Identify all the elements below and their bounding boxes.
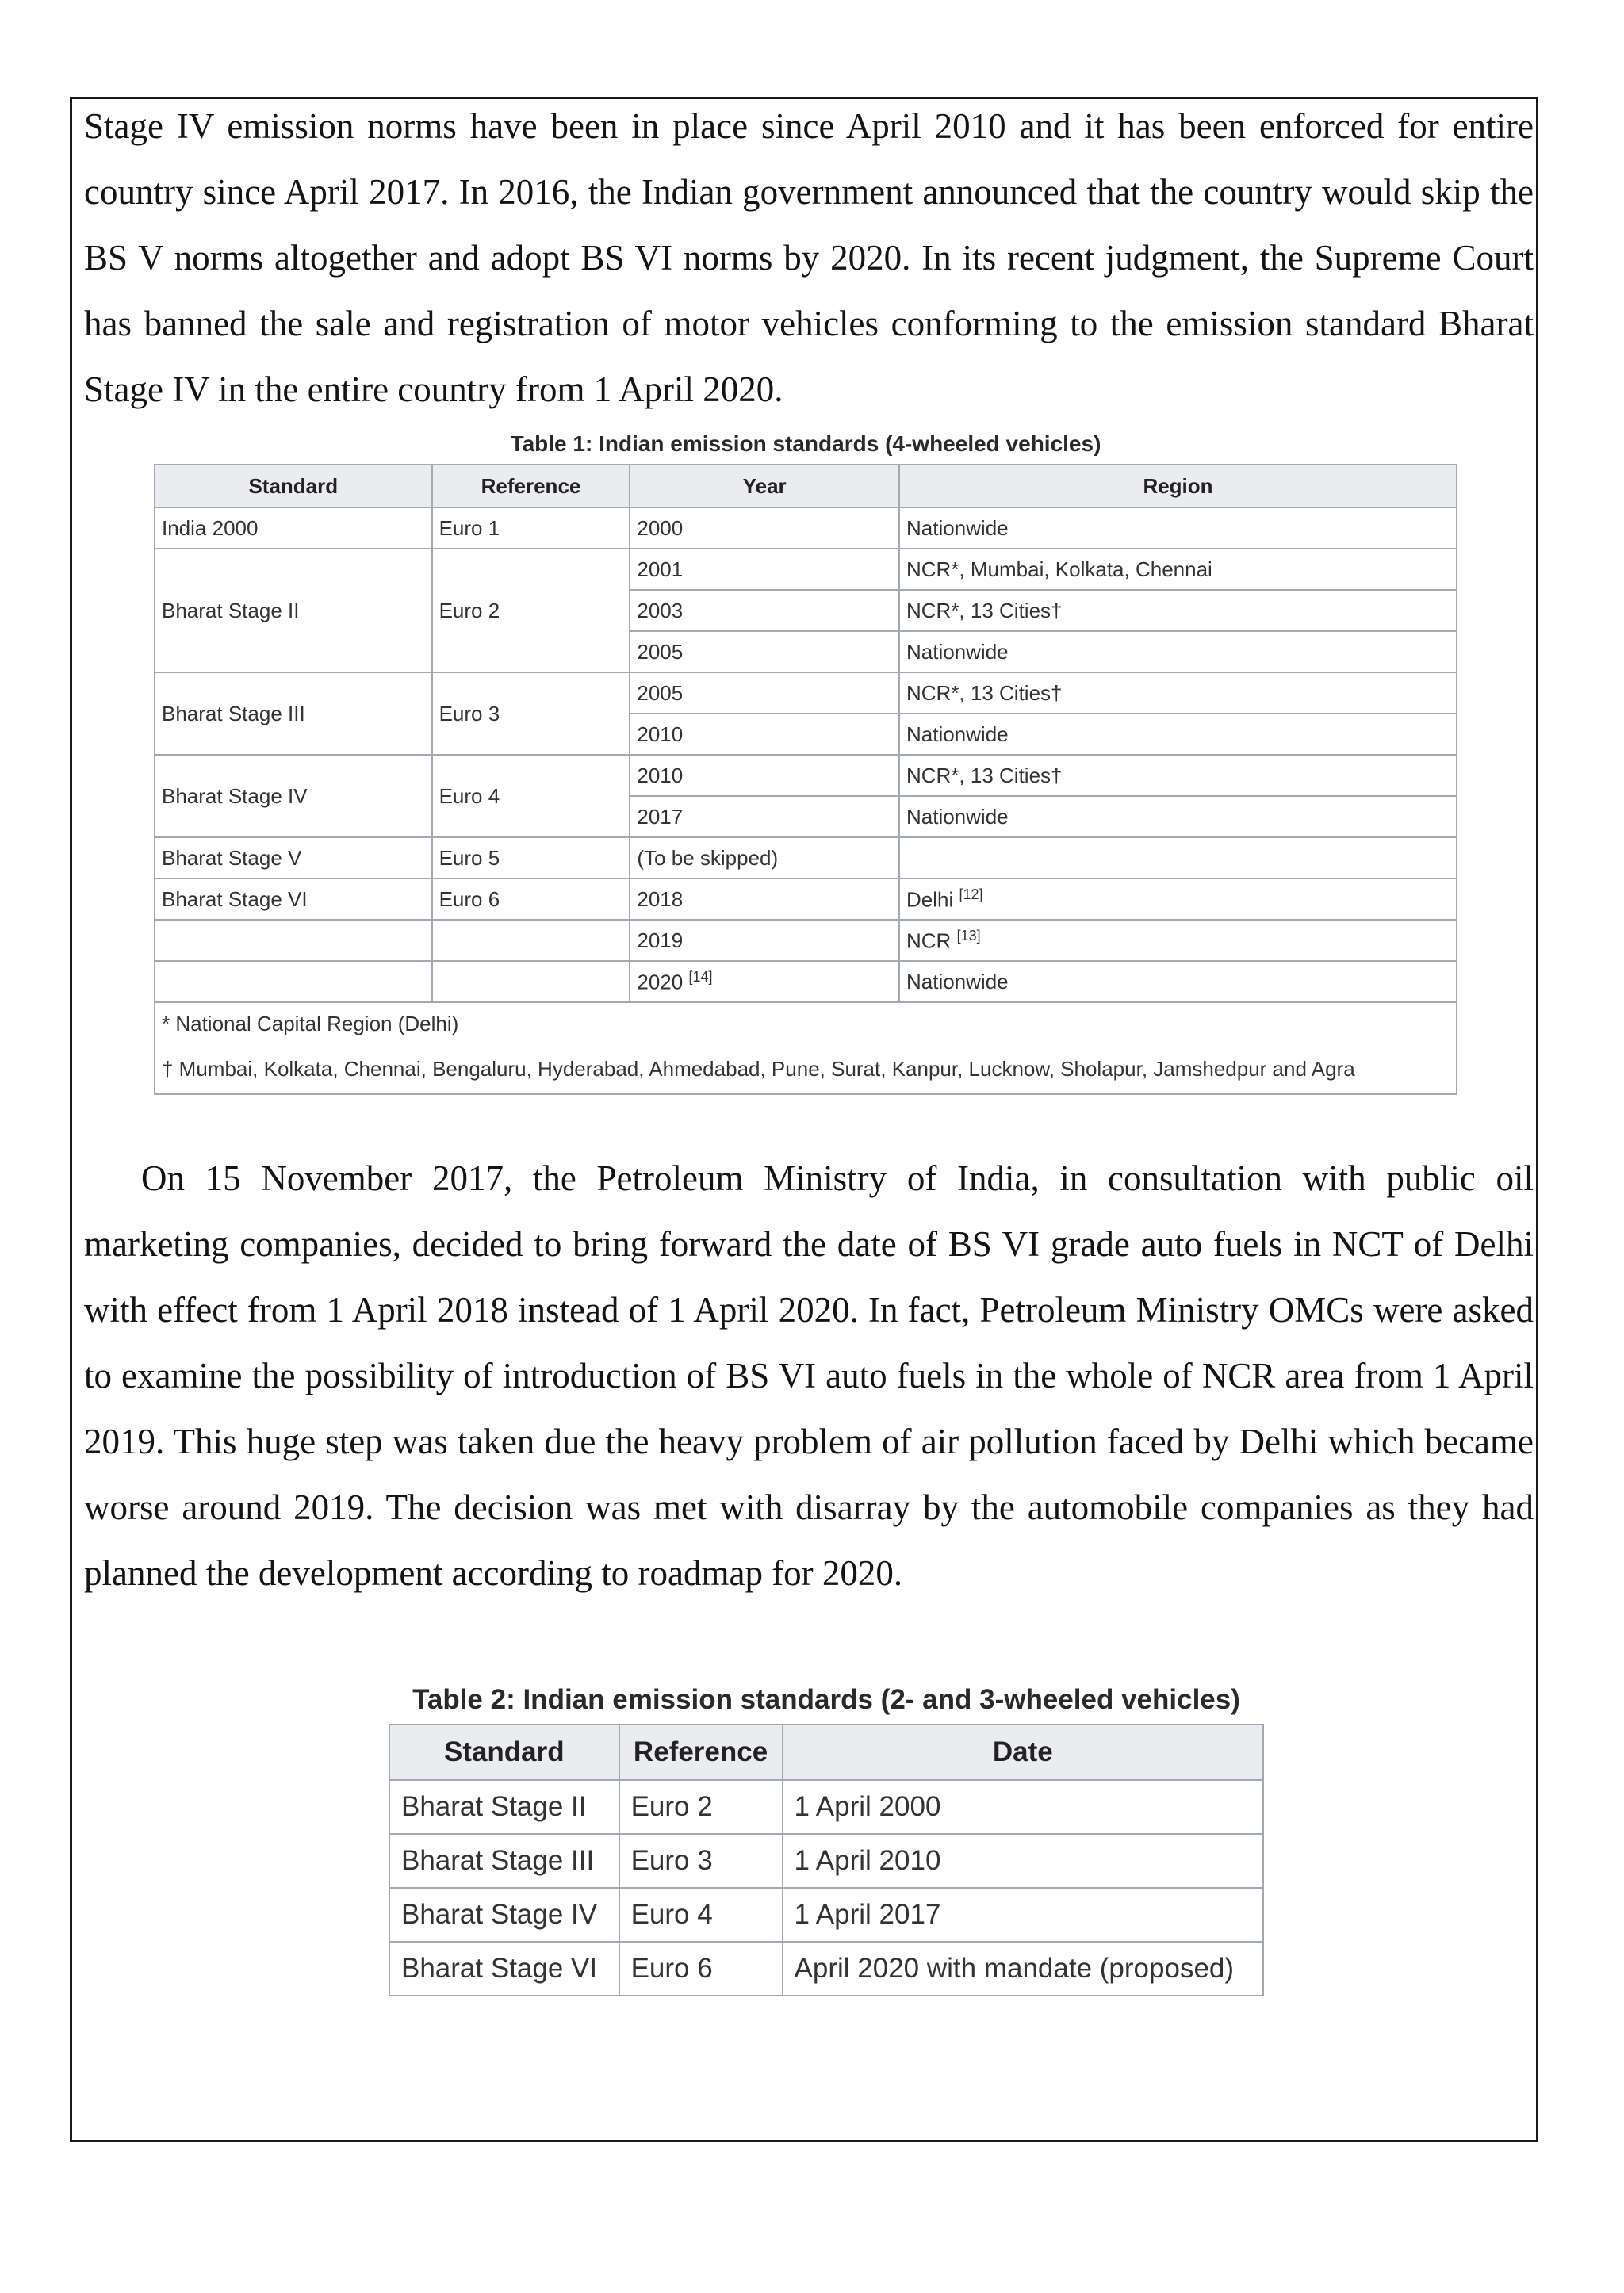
cell-reference: Euro 3 <box>619 1834 783 1888</box>
cell-region: NCR*, 13 Cities† <box>899 590 1457 631</box>
note-cities: † Mumbai, Kolkata, Chennai, Bengaluru, Hyderabad, Ahmedabad, Pune, Surat, Kanpur, Lucknow, Sholapur, Jamshedpur and Agra <box>155 1044 1457 1094</box>
table-2-3-wheeled-emission-standards <box>389 1724 1264 1996</box>
cell-reference: Euro 5 <box>432 837 630 879</box>
region-text: NCR <box>906 928 952 953</box>
cell-region: Nationwide <box>899 796 1457 837</box>
cell-date: 1 April 2010 <box>783 1834 1263 1888</box>
cell-standard <box>155 920 432 961</box>
table-row <box>155 837 1457 879</box>
note-ncr: * National Capital Region (Delhi) <box>155 1002 1457 1044</box>
cell-region <box>899 920 1457 961</box>
cell-year: 2000 <box>630 507 899 549</box>
cell-region <box>899 837 1457 879</box>
header-date: Date <box>783 1725 1263 1780</box>
cell-year: 2017 <box>630 796 899 837</box>
cell-standard: Bharat Stage II <box>155 549 432 672</box>
cell-reference <box>432 961 630 1002</box>
table-row <box>389 1942 1263 1996</box>
header-region: Region <box>899 465 1457 507</box>
cell-date: 1 April 2017 <box>783 1888 1263 1942</box>
table-row <box>155 879 1457 920</box>
table-header-row <box>155 465 1457 507</box>
cell-year: 2010 <box>630 714 899 755</box>
cell-standard: Bharat Stage II <box>389 1780 619 1834</box>
cell-region: Nationwide <box>899 507 1457 549</box>
cell-year: (To be skipped) <box>630 837 899 879</box>
header-year: Year <box>630 465 899 507</box>
table2-caption: Table 2: Indian emission standards (2- and 3-wheeled vehicles) <box>412 1684 1240 1715</box>
region-text: Delhi <box>906 887 954 912</box>
cell-year: 2019 <box>630 920 899 961</box>
cell-date: 1 April 2000 <box>783 1780 1263 1834</box>
cell-reference: Euro 4 <box>432 755 630 837</box>
cell-year <box>630 961 899 1002</box>
table-row <box>389 1888 1263 1942</box>
table-4-wheeled-emission-standards <box>154 464 1457 1095</box>
cell-year: 2018 <box>630 879 899 920</box>
table-row <box>155 507 1457 549</box>
cell-year: 2010 <box>630 755 899 796</box>
table-row <box>155 672 1457 714</box>
cell-region <box>899 879 1457 920</box>
paragraph-bs-iv-norms: Stage IV emission norms have been in place since April 2010 and it has been enforced for entire country since April 2017. In 2016, the Indian government announced that the country would skip the BS V norms altogether and adopt BS VI norms by 2020. In its recent judgment, the Supreme Court has banned the sale and registration of motor vehicles conforming to the emission standard Bharat Stage IV in the entire country from 1 April 2020. <box>84 106 1534 409</box>
cell-year: 2005 <box>630 672 899 714</box>
cell-year: 2001 <box>630 549 899 590</box>
cell-reference: Euro 6 <box>619 1942 783 1996</box>
table-row <box>155 920 1457 961</box>
cell-region: Nationwide <box>899 631 1457 672</box>
cell-standard: Bharat Stage IV <box>389 1888 619 1942</box>
table-row <box>389 1780 1263 1834</box>
cell-region: NCR*, 13 Cities† <box>899 755 1457 796</box>
cell-reference <box>432 920 630 961</box>
reference-link[interactable]: [13] <box>956 927 981 944</box>
header-standard: Standard <box>389 1725 619 1780</box>
cell-standard: Bharat Stage IV <box>155 755 432 837</box>
cell-reference: Euro 4 <box>619 1888 783 1942</box>
cell-reference: Euro 1 <box>432 507 630 549</box>
table-row <box>155 961 1457 1002</box>
cell-standard: Bharat Stage III <box>155 672 432 755</box>
cell-standard: Bharat Stage VI <box>155 879 432 920</box>
table-note-row <box>155 1002 1457 1044</box>
header-standard: Standard <box>155 465 432 507</box>
cell-standard: Bharat Stage VI <box>389 1942 619 1996</box>
table-row <box>155 549 1457 590</box>
table-row <box>155 755 1457 796</box>
cell-region: NCR*, Mumbai, Kolkata, Chennai <box>899 549 1457 590</box>
cell-year: 2005 <box>630 631 899 672</box>
table1-caption: Table 1: Indian emission standards (4-wheeled vehicles) <box>510 431 1101 456</box>
reference-link[interactable]: [14] <box>688 968 713 985</box>
cell-region: Nationwide <box>899 961 1457 1002</box>
table-note-row <box>155 1044 1457 1094</box>
header-reference: Reference <box>432 465 630 507</box>
cell-region: Nationwide <box>899 714 1457 755</box>
year-text: 2020 <box>637 970 684 994</box>
paragraph-petroleum-ministry: On 15 November 2017, the Petroleum Ministry of India, in consultation with public oil marketing companies, decided to bring forward the date of BS VI grade auto fuels in NCT of Delhi with effect from 1 April 2018 instead of 1 April 2020. In fact, Petroleum Ministry OMCs were asked to examine the possibility of introduction of BS VI auto fuels in the whole of NCR area from 1 April 2019. This huge step was taken due the heavy problem of air pollution faced by Delhi which became worse around 2019. The decision was met with disarray by the automobile companies as they had planned the development according to roadmap for 2020. <box>84 1158 1534 1593</box>
cell-standard: Bharat Stage V <box>155 837 432 879</box>
cell-reference: Euro 6 <box>432 879 630 920</box>
reference-link[interactable]: [12] <box>959 886 983 902</box>
header-reference: Reference <box>619 1725 783 1780</box>
cell-standard <box>155 961 432 1002</box>
cell-reference: Euro 2 <box>619 1780 783 1834</box>
cell-standard: India 2000 <box>155 507 432 549</box>
cell-region: NCR*, 13 Cities† <box>899 672 1457 714</box>
table-row <box>389 1834 1263 1888</box>
cell-year: 2003 <box>630 590 899 631</box>
cell-date: April 2020 with mandate (proposed) <box>783 1942 1263 1996</box>
cell-reference: Euro 2 <box>432 549 630 672</box>
cell-standard: Bharat Stage III <box>389 1834 619 1888</box>
table-header-row <box>389 1725 1263 1780</box>
cell-reference: Euro 3 <box>432 672 630 755</box>
